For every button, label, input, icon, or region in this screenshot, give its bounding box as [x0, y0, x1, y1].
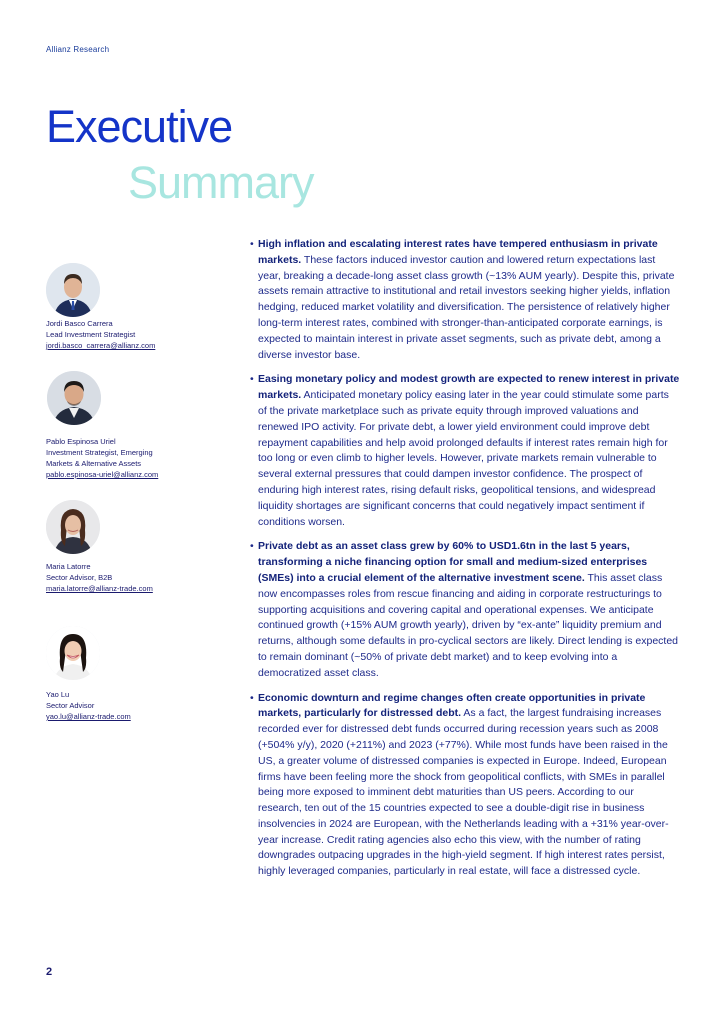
bullet-body: Anticipated monetary policy easing later in the year could stimulate some parts of the private marketplace such as private equity through improved valuations and renewed IPO activity. For private debt, a lower yield environment could improve debt repayment capabilities and help avoid prolonged defaults if interest rates remain high for too long or even climb to higher levels. However, private markets remain vulnerable to several external pressures that could dampen investor confidence. The prospect of enduring high interest rates, rising default risks, geopolitical tensions, and widespread liquidity shortages are significant concerns that could negatively impact sentiment if conditions worsen. [258, 389, 669, 528]
author-email-link[interactable]: yao.lu@allianz-trade.com [46, 712, 131, 721]
author-email-link[interactable]: jordi.basco_carrera@allianz.com [46, 341, 156, 350]
author-role: Sector Advisor, B2B [46, 573, 113, 582]
author-photo-maria [46, 500, 100, 554]
author-yao [46, 689, 236, 722]
summary-bullet [250, 372, 680, 530]
author-role: Markets & Alternative Assets [46, 459, 142, 468]
author-name: Yao Lu [46, 690, 70, 699]
author-name: Jordi Basco Carrera [46, 319, 113, 328]
bullet-body: These factors induced investor caution and lowered return expectations last year, breaking a decade-long asset class growth (~13% AUM yearly). Despite this, private assets remain attractive to institutional and retail investors seeking higher yields, inflation hedging, reduced market volatility and diversification. The persistence of relatively higher long-term interest rates, combined with stronger-than-anticipated corporate earnings, is expected to maintain interest in private asset segments, such as private debt, among a diverse investor base. [258, 253, 675, 361]
bullet-heading: Economic downturn and regime changes often create opportunities in private markets, particularly for distressed debt. [258, 691, 646, 720]
author-photo-yao [46, 626, 100, 680]
summary-bullet [250, 237, 680, 363]
bullet-heading: High inflation and escalating interest rates have tempered enthusiasm in private markets. [258, 238, 658, 266]
author-role: Lead Investment Strategist [46, 330, 136, 339]
summary-content [250, 237, 680, 889]
summary-bullet [250, 691, 680, 881]
page-title-line2: Summary [128, 157, 314, 208]
bullet-heading: Private debt as an asset class grew by 60% to USD1.6tn in the last 5 years, transforming a niche financing option for small and medium-sized enterprises (SMEs) into a crucial element of the alternative investment scene. [258, 540, 648, 584]
bullet-body: This asset class now encompasses roles from rescue financing and aiding in corporate restructurings to supporting acquisitions and covering capital and operational expenses. We anticipate continued growth (+15% AUM growth yearly), driven by “ex-ante” liquidity premium and returns, although some defaults in pro-cyclical sectors are likely. Direct lending is expected to remain dominant (~50% of private debt market) and to keep evolving into a democratized asset class. [258, 571, 678, 679]
bullet-body: As a fact, the largest fundraising increases recorded ever for distressed debt funds occurred during recession years such as 2008 (+504% y/y), 2020 (+211%) and 2023 (+77%). While most funds have been raised in the US, a greater volume of distressed companies is expected in Europe. Indeed, European firms have been feeling more the shock from geopolitical conflicts, with SMEs in parallel being more exposed to imminent debt maturities than US peers. According to our research, ten out of the 15 countries expected to see a double-digit rise in business insolvencies in 2024 are European, with the Netherlands leading with a +31% year-over-year increase. Credit rating agencies also echo this view, with the number of rating downgrades outpacing upgrades in the high-yield segment. If high interest rates persist, highly leveraged companies, particularly in real estate, will face a distressed cycle. [258, 707, 669, 878]
author-email-link[interactable]: maria.latorre@allianz-trade.com [46, 584, 153, 593]
author-name: Pablo Espinosa Uriel [46, 437, 116, 446]
summary-bullet [250, 539, 680, 681]
author-jordi [46, 318, 236, 351]
page-title-line1: Executive [46, 101, 233, 152]
author-email-link[interactable]: pablo.espinosa-uriel@allianz.com [46, 470, 159, 479]
header-label: Allianz Research [46, 45, 110, 54]
author-pablo [46, 436, 236, 480]
author-role: Sector Advisor [46, 701, 95, 710]
author-name: Maria Latorre [46, 562, 91, 571]
author-maria [46, 561, 236, 594]
author-photo-pablo [47, 371, 101, 425]
page-number: 2 [46, 966, 53, 978]
author-photo-jordi [46, 263, 100, 317]
bullet-heading: Easing monetary policy and modest growth are expected to renew interest in private markets. [258, 373, 680, 402]
author-role: Investment Strategist, Emerging [46, 448, 153, 457]
